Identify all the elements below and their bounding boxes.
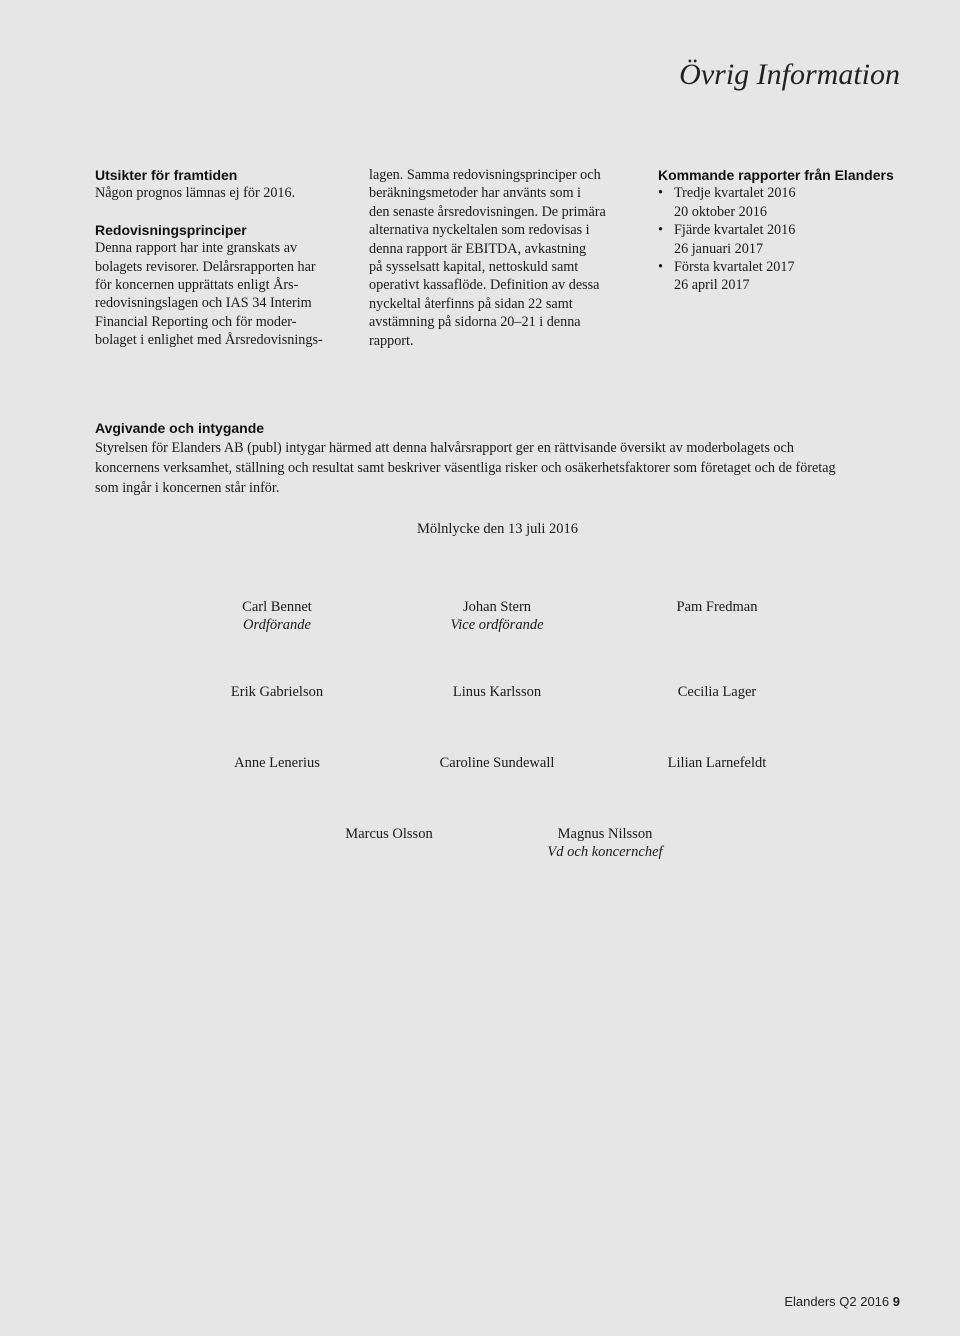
heading-accounting-principles: Redovisningsprinciper <box>95 221 247 238</box>
page-title: Övrig Information <box>679 58 900 91</box>
signatory <box>505 825 705 861</box>
signatory <box>177 754 377 772</box>
report-item <box>658 184 918 221</box>
text-line: redovisningslagen och IAS 34 Interim <box>95 295 312 312</box>
signatory <box>617 683 817 701</box>
heading-upcoming-reports: Kommande rapporter från Elanders <box>658 167 894 183</box>
text-line: rapport. <box>369 332 414 349</box>
signatory-name: Erik Gabrielson <box>230 684 324 700</box>
report-date: 26 januari 2017 <box>674 240 764 257</box>
signatory-role: Ordförande <box>243 617 311 633</box>
text-line: alternativa nyckeltalen som redovisas i <box>369 222 590 239</box>
report-name: • Första kvartalet 2017 <box>658 259 795 276</box>
text-line: Denna rapport har inte granskats av <box>95 240 298 257</box>
signatory-name: Caroline Sundewall <box>439 755 555 771</box>
bullet-icon: • <box>658 259 663 276</box>
page-footer <box>784 1294 900 1309</box>
column-outlook <box>95 166 347 350</box>
footer-text: Elanders Q2 2016 <box>784 1294 890 1309</box>
signatory <box>397 754 597 772</box>
text-line: beräkningsmetoder har använts som i <box>369 185 581 202</box>
signatory <box>177 683 377 701</box>
signatory <box>289 825 489 843</box>
signatory-name: Cecilia Lager <box>677 684 757 700</box>
text-line: koncernens verksamhet, ställning och resultat samt beskriver väsentliga risker och osäkerhetsfaktorer som företaget och de företag <box>95 460 836 476</box>
signatory-name: Linus Karlsson <box>452 684 542 700</box>
text-line: avstämning på sidorna 20–21 i denna <box>369 314 581 331</box>
text-line: bolaget i enlighet med Årsredovisnings- <box>95 332 323 349</box>
column-upcoming-reports <box>658 166 918 295</box>
signatory <box>397 683 597 701</box>
place-and-date: Mölnlycke den 13 juli 2016 <box>416 521 579 537</box>
text-line: denna rapport är EBITDA, avkastning <box>369 240 587 257</box>
text-line: lagen. Samma redovisningsprinciper och <box>369 167 601 183</box>
signatory <box>177 598 377 634</box>
signatory-name: Lilian Larnefeldt <box>667 755 767 771</box>
text-line: Financial Reporting och för moder- <box>95 313 297 330</box>
text-line: för koncernen upprättats enligt Års- <box>95 277 299 294</box>
text-line: Styrelsen för Elanders AB (publ) intygar härmed att denna halvårsrapport ger en rättvisande översikt av moderbolagets och <box>95 440 794 456</box>
bullet-icon: • <box>658 222 663 239</box>
report-date: 20 oktober 2016 <box>674 203 767 220</box>
signatory-role: Vice ordförande <box>450 617 544 633</box>
signatory-name: Marcus Olsson <box>345 826 433 842</box>
heading-outlook: Utsikter för framtiden <box>95 167 238 183</box>
signatory-name: Anne Lenerius <box>234 755 320 771</box>
section-statement <box>95 418 905 498</box>
text-line: bolagets revisorer. Delårsrapporten har <box>95 258 316 275</box>
report-date: 26 april 2017 <box>674 277 750 294</box>
text-line: på sysselsatt kapital, nettoskuld samt <box>369 259 579 276</box>
text-line: operativt kassaflöde. Definition av dessa <box>369 277 600 294</box>
heading-statement: Avgivande och intygande <box>95 420 265 436</box>
signatory <box>617 598 817 616</box>
text-line: den senaste årsredovisningen. De primära <box>369 203 606 220</box>
signatory-name: Carl Bennet <box>242 599 312 615</box>
page-number: 9 <box>892 1294 900 1309</box>
text-line: nyckeltal återfinns på sidan 22 samt <box>369 295 573 312</box>
signatory <box>617 754 817 772</box>
report-item <box>658 258 918 295</box>
bullet-icon: • <box>658 185 663 202</box>
signatory-name: Pam Fredman <box>676 599 758 615</box>
signatory-name: Johan Stern <box>462 599 532 615</box>
column-principles-continued <box>369 166 631 350</box>
signatory <box>397 598 597 634</box>
outlook-text: Någon prognos lämnas ej för 2016. <box>95 185 296 202</box>
signatory-name: Magnus Nilsson <box>557 826 653 842</box>
text-line: som ingår i koncernen står inför. <box>95 480 280 496</box>
reports-list <box>658 184 918 294</box>
signatory-role: Vd och koncernchef <box>547 844 663 860</box>
report-item <box>658 221 918 258</box>
report-name: • Tredje kvartalet 2016 <box>658 185 796 202</box>
report-name: • Fjärde kvartalet 2016 <box>658 222 796 239</box>
